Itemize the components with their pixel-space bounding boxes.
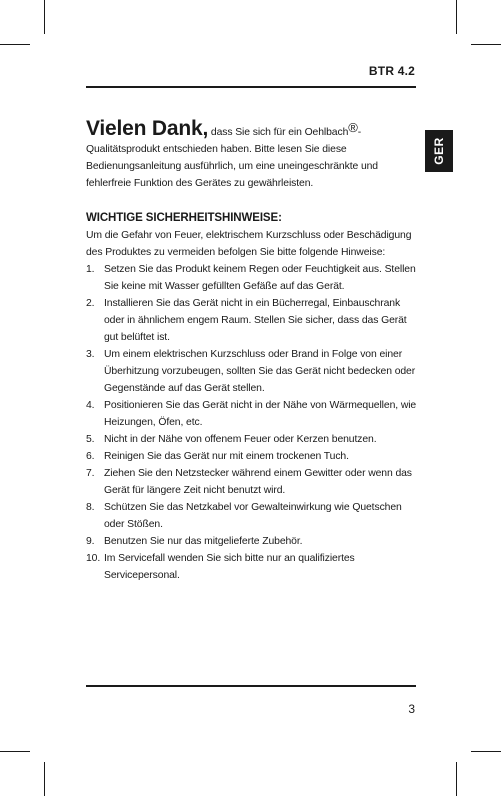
- crop-mark: [456, 0, 457, 34]
- list-item-text: Positionieren Sie das Gerät nicht in der Nähe von Wärmequellen, wie Heizungen, Öfen, etc.: [104, 400, 417, 428]
- list-item-number: 1.: [86, 264, 95, 275]
- list-item: [86, 346, 420, 397]
- list-item-text: Reinigen Sie das Gerät nur mit einem trockenen Tuch.: [104, 451, 349, 462]
- list-item-number: 2.: [86, 298, 95, 309]
- crop-mark: [471, 44, 501, 45]
- safety-heading: WICHTIGE SICHERHEITSHINWEISE:: [86, 212, 282, 224]
- list-item-number: 8.: [86, 502, 95, 513]
- page-number: 3: [408, 702, 415, 716]
- language-tab-label: GER: [431, 137, 446, 165]
- crop-mark: [0, 751, 30, 752]
- list-item-number: 5.: [86, 434, 95, 445]
- list-item: [86, 397, 420, 431]
- list-item-text: Benutzen Sie nur das mitgelieferte Zubehör.: [104, 536, 303, 547]
- list-item-number: 3.: [86, 349, 95, 360]
- list-item: [86, 295, 420, 346]
- list-item-number: 10.: [86, 553, 101, 564]
- safety-intro: Um die Gefahr von Feuer, elektrischem Kurzschluss oder Beschädigung des Produktes zu vermeiden befolgen Sie bitte folgende Hinweise:: [86, 230, 412, 258]
- list-item-text: Schützen Sie das Netzkabel vor Gewalteinwirkung wie Quetschen oder Stößen.: [104, 502, 402, 530]
- list-item: [86, 499, 420, 533]
- crop-mark: [471, 751, 501, 752]
- intro-text-before-mark: dass Sie sich für ein Oehlbach: [208, 127, 349, 138]
- list-item-number: 6.: [86, 451, 95, 462]
- list-item-text: Nicht in der Nähe von offenem Feuer oder Kerzen benutzen.: [104, 434, 377, 445]
- registered-mark: ®: [348, 120, 358, 135]
- intro-paragraph: [86, 117, 420, 192]
- list-item: [86, 550, 420, 584]
- intro-lead: Vielen Dank,: [86, 117, 209, 140]
- crop-mark: [44, 0, 45, 34]
- list-item-number: 7.: [86, 468, 95, 479]
- language-tab: [425, 130, 453, 172]
- list-item: [86, 261, 420, 295]
- crop-mark: [0, 44, 30, 45]
- footer-rule: [86, 685, 416, 687]
- list-item: [86, 431, 420, 448]
- list-item: [86, 465, 420, 499]
- list-item-number: 9.: [86, 536, 95, 547]
- list-item: [86, 533, 420, 550]
- safety-list: [86, 261, 420, 584]
- crop-mark: [456, 762, 457, 796]
- header-rule: [86, 86, 416, 88]
- list-item-number: 4.: [86, 400, 95, 411]
- list-item: [86, 448, 420, 465]
- model-label: BTR 4.2: [368, 64, 415, 78]
- intro-text-after-mark: -Qualitätsprodukt entschieden haben. Bitte lesen Sie diese Bedienungsanleitung ausführlich, um eine uneingeschränkte und fehlerfreie Funktion des Gerätes zu gewährleisten.: [86, 127, 378, 189]
- list-item-text: Installieren Sie das Gerät nicht in ein Bücherregal, Einbauschrank oder in ähnlichem engem Raum. Stellen Sie sicher, dass das Gerät gut belüftet ist.: [104, 298, 407, 343]
- list-item-text: Ziehen Sie den Netzstecker während einem Gewitter oder wenn das Gerät für längere Zeit nicht benutzt wird.: [104, 468, 412, 496]
- crop-mark: [44, 762, 45, 796]
- page-content: [86, 117, 420, 584]
- list-item-text: Um einem elektrischen Kurzschluss oder Brand in Folge von einer Überhitzung vorzubeugen, sollten Sie das Gerät nicht bedecken oder Gegenstände auf das Gerät stellen.: [104, 349, 416, 394]
- list-item-text: Im Servicefall wenden Sie sich bitte nur an qualifiziertes Servicepersonal.: [104, 553, 355, 581]
- list-item-text: Setzen Sie das Produkt keinem Regen oder Feuchtigkeit aus. Stellen Sie keine mit Wasser gefüllten Gefäße auf das Gerät.: [104, 264, 416, 292]
